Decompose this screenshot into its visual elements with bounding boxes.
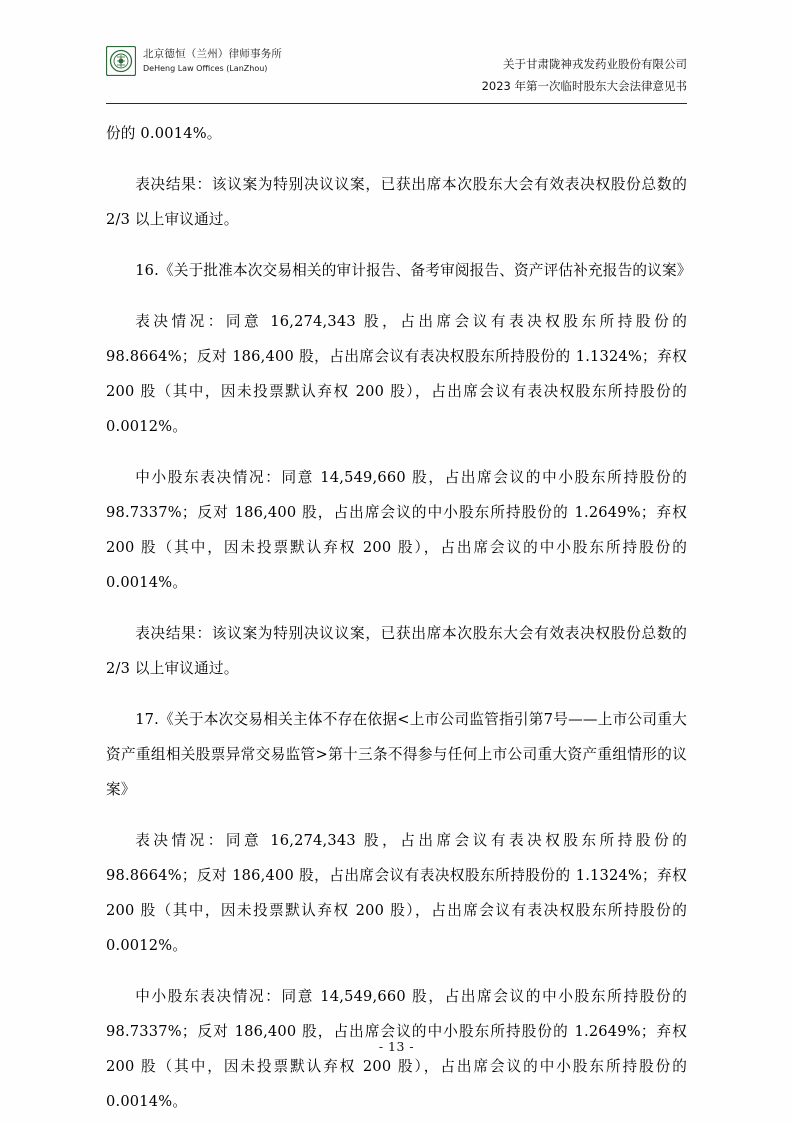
firm-branding (106, 40, 282, 76)
page-number: - 13 - (378, 1039, 415, 1054)
header-divider (106, 103, 687, 104)
paragraph-minority-vote-16: 中小股东表决情况：同意 14,549,660 股，占出席会议的中小股东所持股份的 98.7337%；反对 186,400 股，占出席会议的中小股东所持股份的 1.2649%；弃权 200 股（其中，因未投票默认弃权 200 股），占出席会议的中小股东所持股份的 0.0014%。 (106, 469, 687, 591)
paragraph-proposal-16-title: 16.《关于批准本次交易相关的审计报告、备考审阅报告、资产评估补充报告的议案》 (135, 262, 692, 279)
firm-name-en: DeHeng Law Offices (LanZhou) (143, 63, 268, 73)
paragraph-proposal-17-title: 17.《关于本次交易相关主体不存在依据<上市公司监管指引第7号——上市公司重大资产重组相关股票异常交易监管>第十三条不得参与任何上市公司重大资产重组情形的议案》 (106, 711, 687, 798)
page-header (106, 40, 687, 98)
paragraph-vote-detail-16: 表决情况：同意 16,274,343 股，占出席会议有表决权股东所持股份的 98.8664%；反对 186,400 股，占出席会议有表决权股东所持股份的 1.1324%；弃权 200 股（其中，因未投票默认弃权 200 股），占出席会议有表决权股东所持股份的 0.0012%。 (106, 313, 687, 435)
firm-name-cn: 北京德恒（兰州）律师事务所 (143, 48, 283, 61)
document-title-line-1: 关于甘肃陇神戎发药业股份有限公司 (503, 57, 687, 71)
paragraph-vote-result-15: 表决结果：该议案为特别决议议案，已获出席本次股东大会有效表决权股份总数的 2/3 以上审议通过。 (106, 176, 687, 228)
document-body (106, 116, 692, 1110)
paragraph-minority-vote-17: 中小股东表决情况：同意 14,549,660 股，占出席会议的中小股东所持股份的 98.7337%；反对 186,400 股，占出席会议的中小股东所持股份的 1.2649%；弃权 200 股（其中，因未投票默认弃权 200 股），占出席会议的中小股东所持股份的 0.0014%。 (106, 988, 687, 1110)
deheng-seal-logo-icon (106, 46, 136, 76)
firm-name-block (143, 48, 282, 73)
paragraph-vote-result-16: 表决结果：该议案为特别决议议案，已获出席本次股东大会有效表决权股份总数的 2/3 以上审议通过。 (106, 625, 687, 677)
document-title-line-2: 2023 年第一次临时股东大会法律意见书 (481, 78, 687, 93)
paragraph-continuation: 份的 0.0014%。 (106, 125, 222, 142)
paragraph-vote-detail-17: 表决情况：同意 16,274,343 股，占出席会议有表决权股东所持股份的 98.8664%；反对 186,400 股，占出席会议有表决权股东所持股份的 1.1324%；弃权 200 股（其中，因未投票默认弃权 200 股），占出席会议有表决权股东所持股份的 0.0012%。 (106, 832, 687, 954)
document-title-block (482, 40, 687, 96)
